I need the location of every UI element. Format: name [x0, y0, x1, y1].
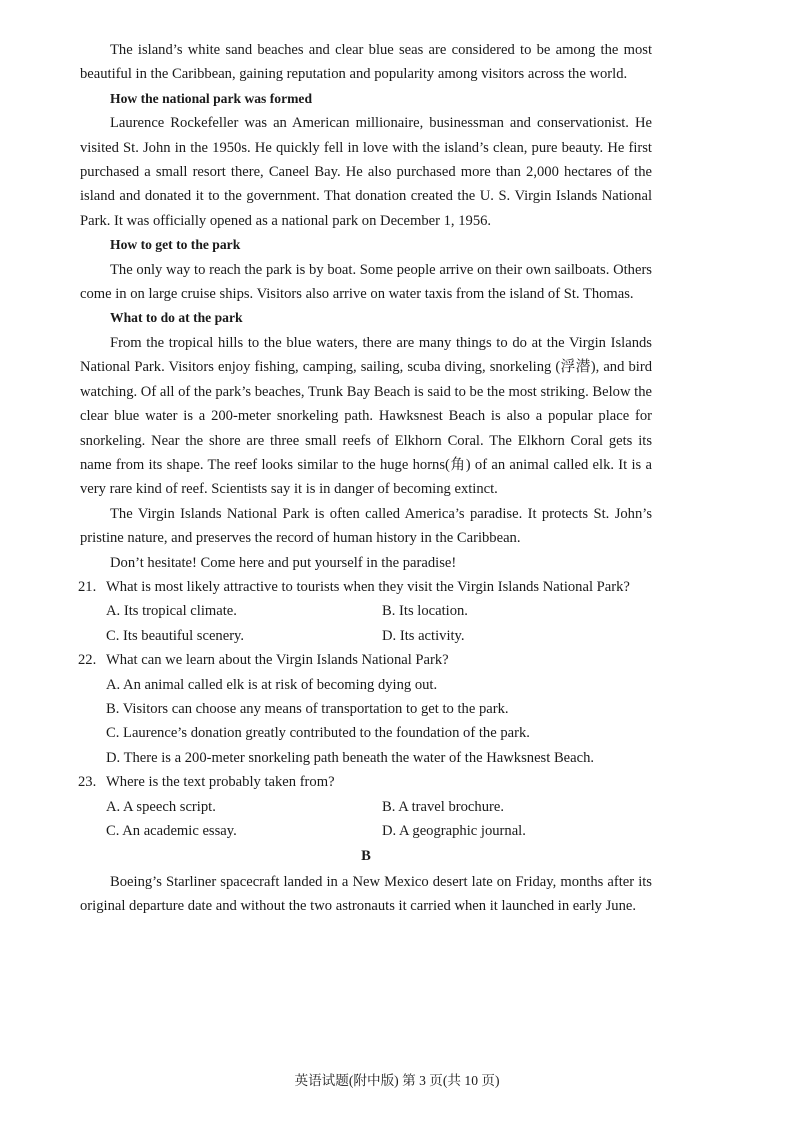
paragraph: Boeing’s Starliner spacecraft landed in a New Mexico desert late on Friday, months after its original departure date and without the two astronauts it carried when it launched in early June. [80, 873, 652, 915]
question-stem [80, 648, 652, 672]
options-row [80, 624, 652, 648]
options-row [80, 599, 652, 623]
section-label: B [361, 848, 371, 865]
paragraph: The only way to reach the park is by boat. Some people arrive on their own sailboats. Others come in on large cruise ships. Visitors also arrive on water taxis from the island of St. Thomas. [80, 261, 652, 303]
section-heading: How the national park was formed [110, 90, 313, 106]
option-d[interactable]: D. Its activity. [382, 627, 465, 644]
question-22 [80, 648, 652, 770]
paragraph: Don’t hesitate! Come here and put yourself in the paradise! [110, 554, 457, 571]
option-d[interactable]: D. A geographic journal. [382, 823, 526, 839]
question-number: 21. [78, 578, 97, 595]
question-stem [80, 575, 652, 599]
option-c[interactable]: C. Its beautiful scenery. [106, 627, 245, 644]
options-row [80, 795, 652, 819]
question-text: Where is the text probably taken from? [106, 774, 335, 791]
paragraph: From the tropical hills to the blue waters, there are many things to do at the Virgin Islands National Park. Visitors enjoy fishing, camping, sailing, scuba diving, snorkeling (浮潜), and bird watching. Of all of the park’s beaches, Trunk Bay Beach is said to be the most striking. Below the clear blue water is a 200-meter snorkeling path. Hawksnest Beach is also a popular place for snorkeling. Near the shore are three small reefs of Elkhorn Coral. The Elkhorn Coral gets its name from its shape. The reef looks similar to the huge horns(角) of an animal called elk. It is a very rare kind of reef. Scientists say it is in danger of becoming extinct. [80, 334, 652, 498]
passage-b [80, 844, 652, 918]
paragraph: The Virgin Islands National Park is often called America’s paradise. It protects St. John’s pristine nature, and preserves the record of human history in the Caribbean. [80, 505, 652, 547]
question-number: 23. [78, 774, 97, 791]
options-row [80, 819, 652, 843]
question-text: What can we learn about the Virgin Islands National Park? [106, 652, 449, 669]
option-b[interactable]: B. Its location. [382, 603, 468, 620]
intro-paragraph: The island’s white sand beaches and clear blue seas are considered to be among the most beautiful in the Caribbean, gaining reputation and popularity among visitors across the world. [80, 42, 652, 83]
option-c[interactable]: C. Laurence’s donation greatly contributed to the foundation of the park. [106, 725, 530, 742]
page-footer: 英语试题(附中版) 第 3 页(共 10 页) [294, 1073, 500, 1088]
question-text: What is most likely attractive to tourists when they visit the Virgin Islands National Park? [106, 578, 630, 595]
option-a[interactable]: A. An animal called elk is at risk of becoming dying out. [106, 676, 438, 693]
option-b[interactable]: B. A travel brochure. [382, 798, 504, 815]
option-a[interactable]: A. A speech script. [106, 798, 216, 815]
question-stem [80, 770, 652, 794]
question-21 [80, 575, 652, 648]
question-number: 22. [78, 652, 97, 669]
option-c[interactable]: C. An academic essay. [106, 823, 237, 839]
option-d[interactable]: D. There is a 200-meter snorkeling path beneath the water of the Hawksnest Beach. [106, 749, 595, 766]
section-heading: What to do at the park [110, 310, 243, 326]
paragraph: Laurence Rockefeller was an American millionaire, businessman and conservationist. He visited St. John in the 1950s. He quickly fell in love with the island’s clean, pure beauty. He first purchased a small resort there, Caneel Bay. He also purchased more than 2,000 hectares of the island and donated it to the government. That donation created the U. S. Virgin Islands National Park. It was officially opened as a national park on December 1, 1956. [80, 115, 652, 229]
option-b[interactable]: B. Visitors can choose any means of transportation to get to the park. [106, 700, 509, 717]
question-23 [80, 770, 652, 843]
passage-a [80, 38, 652, 575]
section-heading: How to get to the park [110, 237, 241, 253]
option-a[interactable]: A. Its tropical climate. [106, 603, 237, 620]
